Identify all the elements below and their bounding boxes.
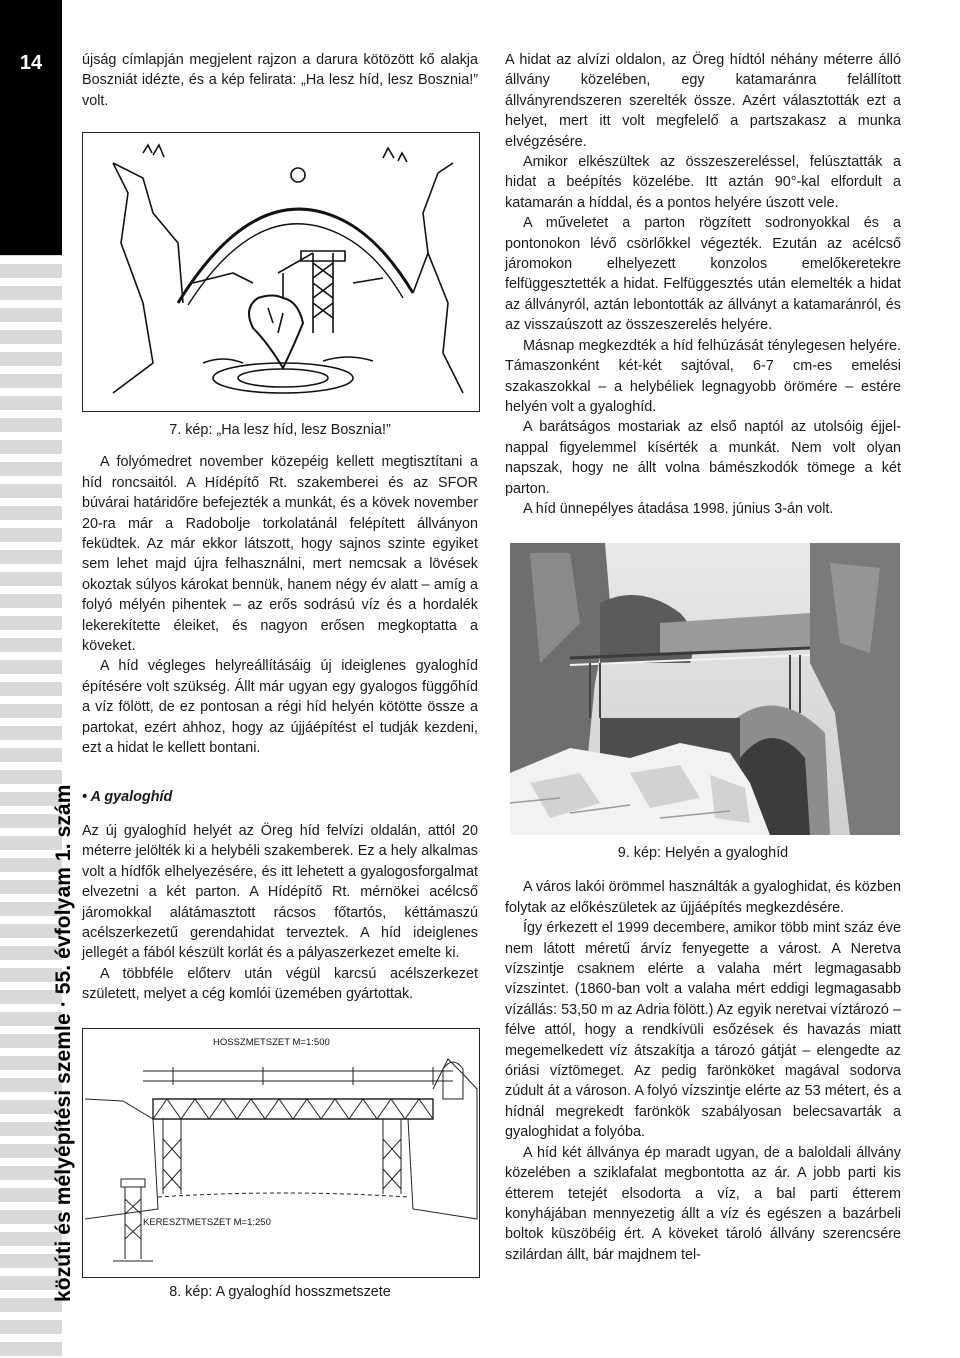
- longitudinal-section-label: HOSSZMETSZET M=1:500: [213, 1037, 330, 1048]
- figure-8-caption: [82, 1282, 478, 1302]
- left-column-body: [82, 420, 478, 1005]
- sidebar: [0, 0, 75, 1358]
- longitudinal-section-drawing: [83, 1029, 479, 1277]
- figure-9-photo: [510, 543, 900, 835]
- paragraph: A hidat az alvízi oldalon, az Öreg hídtól néhány méterre álló állvány közelében, egy katamaránra felállított állványrendszeren szerelték össze. Azért választották ezt a helyet, mert itt volt megfelelő a partszakasz a munka elvégzésére.: [505, 52, 901, 150]
- figure-7-drawing: [82, 132, 480, 412]
- figure-8-caption-wrap: [82, 1282, 478, 1302]
- figure-9-caption-text: Helyén a gyaloghíd: [664, 845, 789, 861]
- figure-9-caption: [505, 843, 901, 863]
- paragraph: Így érkezett el 1999 decembere, amikor több mint száz éve nem látott méretű árvíz fenyegette a várost. A Neretva vízszintje csaknem elérte a valaha mért legmagasabb vízszintet. (1860-ban volt a valaha mért eddigi legmagasabb vízállás: 53,50 m az Adria fölött.) Az egyik neretvai víztározó – félve attól, hogy a rendkívüli esőzések és havazás miatt megemelkedett víz átszakítja a tározó gátját – elengedte az óriási víztömeget. Az pedig farönköket magával sodorva zúdult át a városon. A folyó vízszintje elérte az 53 métert, és a hídnál megrekedt farönkök szabályosan belecsavarták a gyaloghidat a folyóba.: [505, 920, 901, 1141]
- paragraph: A folyómedret november közepéig kellett megtisztítani a híd roncsaitól. A Hídépítő Rt. szakemberei és az SFOR búvárai határidőre befejezték a munkát, és a kövek november 20-ra már a Radobolje torkolatánál felépített állványon feküdtek. Az már ekkor látszott, hogy sajnos szinte egyiket sem lehet majd újra felhasználni, mert nemcsak a lövések okoztak súlyos károkat bennük, hanem négy év alatt – amíg a folyó mélyén pihentek – az erős sodrású víz és a hordalék lekerekítette éleiket, és nagyon erősen megkoptatta a köveket.: [82, 454, 478, 655]
- paragraph: A barátságos mostariak az első naptól az utolsóig éjjel-nappal figyelemmel kísérték a munkát. Nem volt olyan napszak, hogy ne állt volna bámészkodók tömege a két parton.: [505, 419, 901, 497]
- left-column-intro: [82, 50, 478, 111]
- figure-8-caption-label: 8. kép:: [169, 1284, 213, 1300]
- figure-8-caption-text: A gyaloghíd hosszmetszete: [215, 1284, 391, 1300]
- paragraph: A többféle előterv után végül karcsú acélszerkezet született, melyet a cég komlói üzemében gyártottak.: [82, 965, 478, 1003]
- figure-7-caption: [82, 420, 478, 440]
- figure-8-drawing: [82, 1028, 480, 1278]
- paragraph: Másnap megkezdték a híd felhúzását ténylegesen helyére. Támaszonként két-két sajtóval, 6-7 cm-es emelési szakaszokkal – a helybéliek legnagyobb örömére – estére helyén volt a gyaloghíd.: [505, 337, 901, 415]
- paragraph: A híd végleges helyreállításáig új ideiglenes gyaloghíd építésére volt szükség. Állt már ugyan egy gyalogos függőhíd a víz fölött, de ez pontosan a régi híd helyén kötötte össze a partokat, ezért ahhoz, hogy az újjáépítést el tudják kezdeni, ezt a hidat le kellett bontani.: [82, 658, 478, 757]
- page-number: 14: [19, 52, 43, 74]
- figure-7-caption-label: 7. kép:: [169, 422, 213, 438]
- page-number-box: [0, 0, 62, 255]
- intro-paragraph: újság címlapján megjelent rajzon a darura kötözött kő alakja Boszniát idézte, és a kép felirata: „Ha lesz híd, lesz Bosznia!” volt.: [82, 52, 478, 109]
- figure-9-caption-label: 9. kép:: [617, 845, 661, 861]
- paragraph: A műveletet a parton rögzített sodronyokkal és a pontonokon lévő csörlőkkel végezték. Ezután az acélcső járomokon elhelyezett konzolos emelőkeretekre felfüggesztették a hidat. Felfüggesztés után elemelték a hidat az állványról, aztán lebontották az állványt a katamaránról, és az visszaúszott az összeszerelés helyére.: [505, 215, 901, 334]
- paragraph: Az új gyaloghíd helyét az Öreg híd felvízi oldalán, attól 20 méterre jelölték ki a helybéli szakemberek. Ez a hely alkalmas volt a hídfők elhelyezésére, és itt lehetett a gyalogosforgalmat elvezetni a két parton. A Hídépítő Rt. mérnökei acélcső járomokkal alátámasztott rácsos főtartós, kéttámaszú acélszerkezetű gerendahidat terveztek. A híd ideiglenes jellegét a fából készült korlát és a pályaszerkezet emelte ki.: [82, 822, 478, 962]
- cross-section-label: KERESZTMETSZET M=1:250: [143, 1217, 271, 1228]
- paragraph: A híd ünnepélyes átadása 1998. június 3-án volt.: [523, 500, 834, 517]
- footbridge-photo: [510, 543, 900, 835]
- figure-7-caption-text: „Ha lesz híd, lesz Bosznia!”: [216, 422, 391, 438]
- bridge-crane-sketch: [83, 133, 479, 411]
- right-column-bottom: [505, 843, 901, 1265]
- paragraph: Amikor elkészültek az összeszereléssel, felúsztatták a hidat a beépítés közelébe. Itt aztán 90°-kal elfordult a katamarán a híddal, és a pontos helyére úszott vele.: [505, 154, 901, 211]
- section-heading: • A gyaloghíd: [82, 788, 173, 805]
- journal-title: közúti és mélyépítési szemle · 55. évfolyam 1. szám: [52, 784, 75, 1302]
- paragraph: A város lakói örömmel használták a gyaloghidat, és közben folytak az előkészületek az újjáépítés megkezdésére.: [505, 879, 901, 916]
- right-column-top: [505, 50, 901, 519]
- paragraph: A híd két állványa ép maradt ugyan, de a baloldali állvány közelében a sziklafalat megbontotta az ár. A jobb parti kis étterem tetejét elsodorta a víz, a bal parti étterem konyhájában mennyezetig állt a víz és egészen a bazárbeli boltok küszöbéig ért. A köveket tároló állvány szerencsére szilárdan állt, bár majdnem tel-: [505, 1144, 901, 1263]
